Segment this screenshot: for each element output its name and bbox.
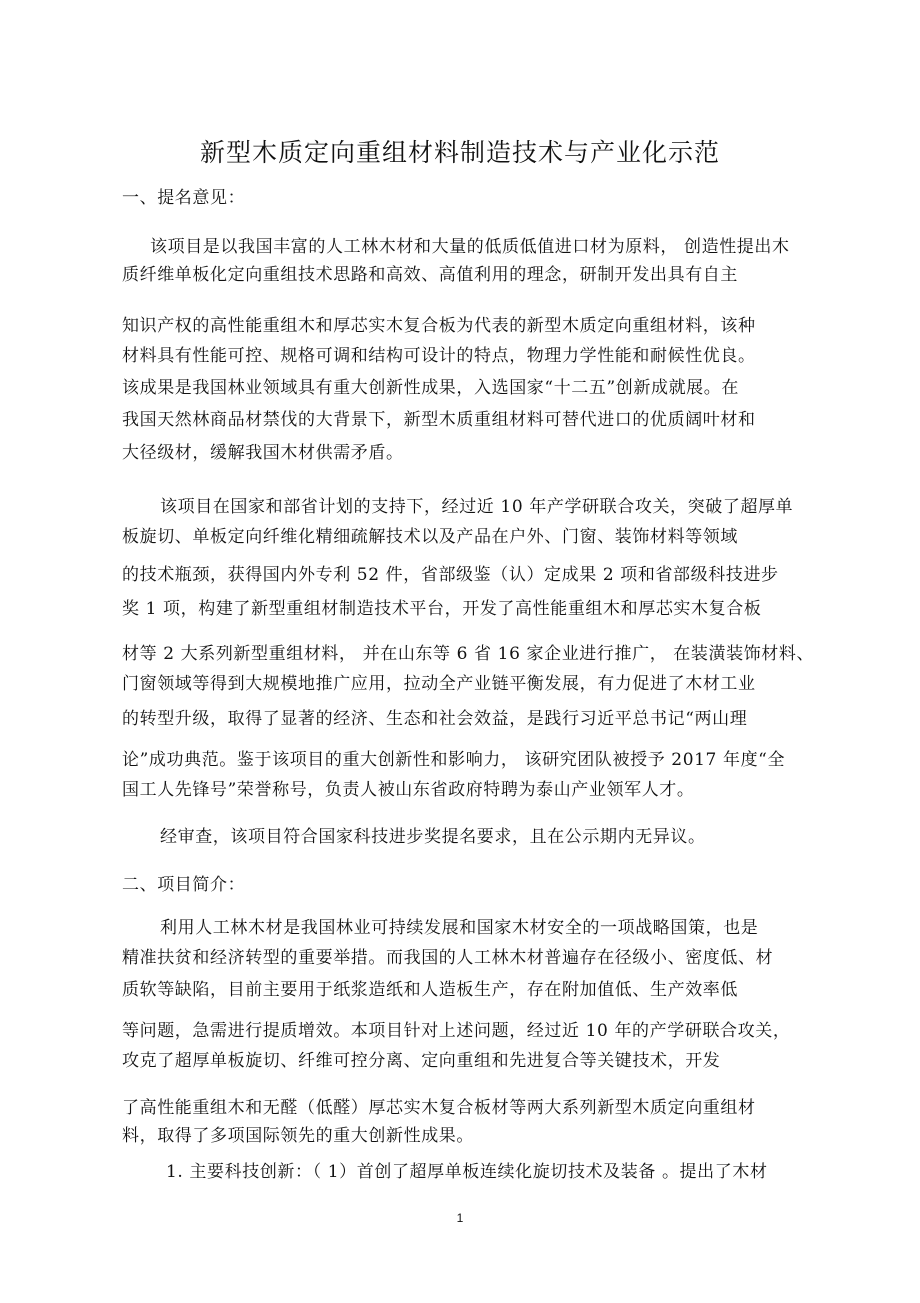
- paragraph-line: 该项目在国家和部省计划的支持下，经过近 10 年产学研联合攻关，突破了超厚单: [160, 497, 794, 517]
- paragraph-line: 门窗领域等得到大规模地推广应用，拉动全产业链平衡发展，有力促进了木材工业: [122, 674, 756, 694]
- paragraph-line: 质纤维单板化定向重组技术思路和高效、高值利用的理念，研制开发出具有自主: [122, 265, 738, 285]
- paragraph-line: 的转型升级，取得了显著的经济、生态和社会效益，是践行习近平总书记“两山理: [122, 709, 748, 729]
- list-item: 1. 主要科技创新：（ 1）首创了超厚单板连续化旋切技术及装备 。提出了木材: [166, 1162, 768, 1182]
- paragraph-line: 该项目是以我国丰富的人工林木材和大量的低质低值进口材为原料， 创造性提出木: [150, 237, 790, 257]
- paragraph-line: 论”成功典范。鉴于该项目的重大创新性和影响力， 该研究团队被授予 2017 年度“全: [122, 750, 786, 770]
- section-heading: 一、提名意见：: [122, 188, 246, 208]
- paragraph-line: 国工人先锋号”荣誉称号，负责人被山东省政府特聘为泰山产业领军人才。: [122, 780, 695, 800]
- paragraph-line: 经审查，该项目符合国家科技进步奖提名要求，且在公示期内无异议。: [160, 827, 706, 847]
- paragraph-line: 知识产权的高性能重组木和厚芯实木复合板为代表的新型木质定向重组材料，该种: [122, 316, 756, 336]
- section-heading: 二、项目简介：: [122, 875, 246, 895]
- paragraph-line: 奖 1 项，构建了新型重组材制造技术平台，开发了高性能重组木和厚芯实木复合板: [122, 599, 762, 619]
- paragraph-line: 了高性能重组木和无醛（低醛）厚芯实木复合板材等两大系列新型木质定向重组材: [122, 1098, 756, 1118]
- paragraph-line: 料，取得了多项国际领先的重大创新性成果。: [122, 1126, 474, 1146]
- paragraph-line: 该成果是我国林业领域具有重大创新性成果，入选国家“十二五”创新成就展。在: [122, 378, 739, 398]
- paragraph-line: 板旋切、单板定向纤维化精细疏解技术以及产品在户外、门窗、装饰材料等领域: [122, 527, 738, 547]
- paragraph-line: 攻克了超厚单板旋切、纤维可控分离、定向重组和先进复合等关键技术，开发: [122, 1051, 721, 1071]
- paragraph-line: 等问题，急需进行提质增效。本项目针对上述问题，经过近 10 年的产学研联合攻关，: [122, 1021, 791, 1041]
- document-title: 新型木质定向重组材料制造技术与产业化示范: [199, 138, 720, 167]
- paragraph-line: 质软等缺陷，目前主要用于纸浆造纸和人造板生产，存在附加值低、生产效率低: [122, 980, 738, 1000]
- paragraph-line: 利用人工林木材是我国林业可持续发展和国家木材安全的一项战略国策，也是: [160, 918, 759, 938]
- page-number: 1: [456, 1211, 464, 1225]
- paragraph-line: 大径级材，缓解我国木材供需矛盾。: [122, 443, 404, 463]
- paragraph-line: 材等 2 大系列新型重组材料， 并在山东等 6 省 16 家企业进行推广， 在装潢装饰材料、: [122, 644, 815, 664]
- paragraph-line: 材料具有性能可控、规格可调和结构可设计的特点，物理力学性能和耐候性优良。: [122, 346, 756, 366]
- paragraph-line: 精准扶贫和经济转型的重要举措。而我国的人工林木材普遍存在径级小、密度低、材: [122, 948, 774, 968]
- paragraph-line: 的技术瓶颈，获得国内外专利 52 件，省部级鉴（认）定成果 2 项和省部级科技进步: [122, 565, 779, 585]
- paragraph-line: 我国天然林商品材禁伐的大背景下，新型木质重组材料可替代进口的优质阔叶材和: [122, 410, 756, 430]
